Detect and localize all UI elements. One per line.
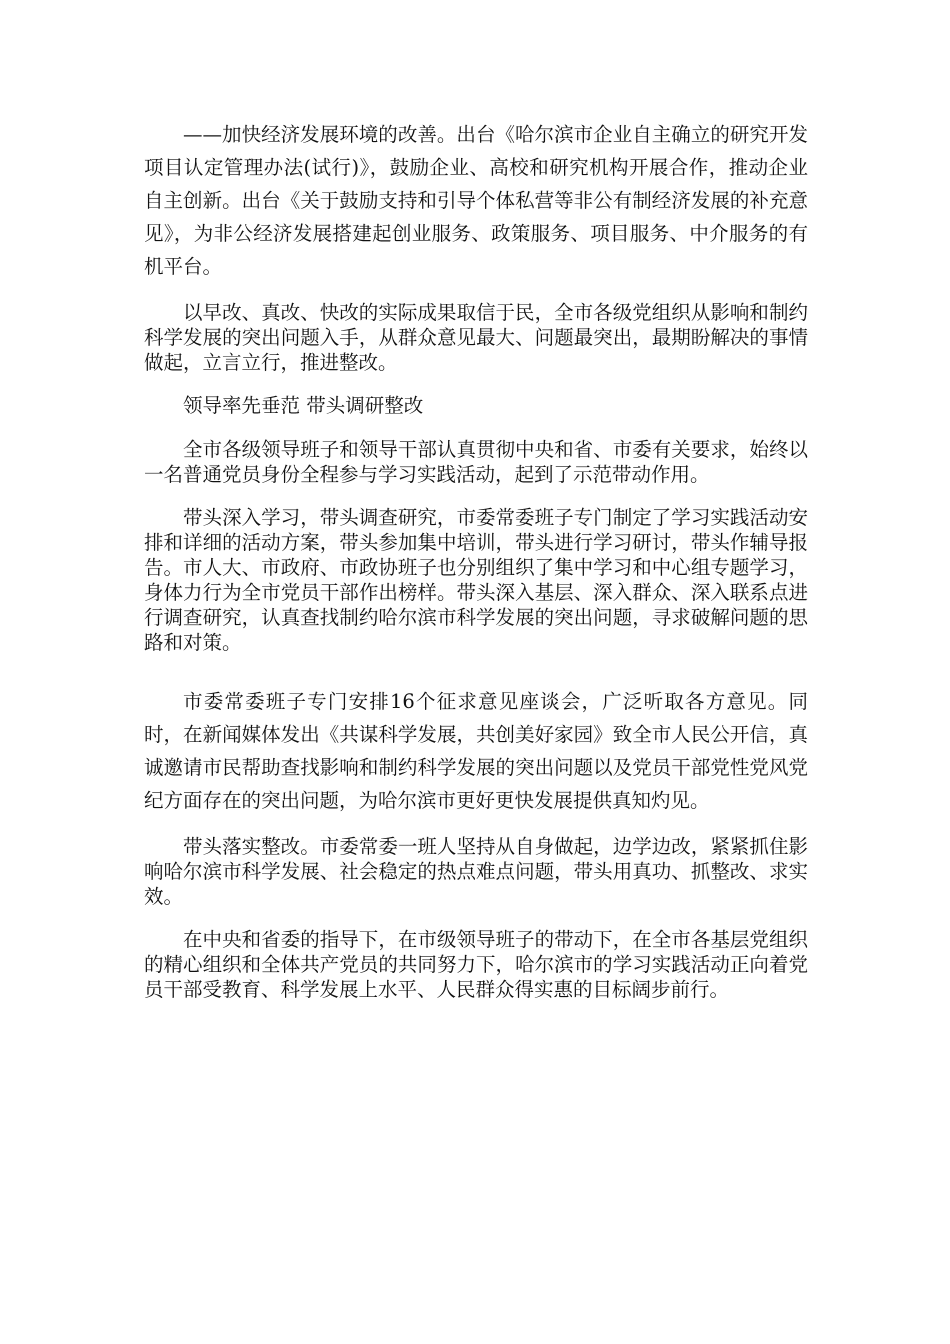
paragraph-environment: ——加快经济发展环境的改善。出台《哈尔滨市企业自主确立的研究开发项目认定管理办法(试行)》，鼓励企业、高校和研究机构开展合作，推动企业自主创新。出台《关于鼓励支持和引导个体私营等非公有制经济发展的补充意见》，为非公经济发展搭建起创业服务、政策服务、项目服务、中介服务的有机平台。	[144, 123, 808, 278]
paragraph-rectification: 以早改、真改、快改的实际成果取信于民，全市各级党组织从影响和制约科学发展的突出问题入手，从群众意见最大、问题最突出，最期盼解决的事情做起，立言立行，推进整改。	[144, 301, 808, 374]
paragraph-leaders: 全市各级领导班子和领导干部认真贯彻中央和省、市委有关要求，始终以一名普通党员身份全程参与学习实践活动，起到了示范带动作用。	[144, 438, 808, 486]
document-page	[144, 118, 808, 1002]
section-heading: 领导率先垂范 带头调研整改	[183, 394, 424, 417]
paragraph-study: 带头深入学习，带头调查研究，市委常委班子专门制定了学习实践活动安排和详细的活动方案，带头参加集中培训，带头进行学习研讨，带头作辅导报告。市人大、市政府、市政协班子也分别组织了集中学习和中心组专题学习，身体力行为全市党员干部作出榜样。带头深入基层、深入群众、深入联系点进行调查研究，认真查找制约哈尔滨市科学发展的突出问题，寻求破解问题的思路和对策。	[144, 506, 808, 654]
paragraph-symposium: 市委常委班子专门安排16个征求意见座谈会，广泛听取各方意见。同时，在新闻媒体发出《共谋科学发展，共创美好家园》致全市人民公开信，真诚邀请市民帮助查找影响和制约科学发展的突出问题以及党员干部党性党风党纪方面存在的突出问题，为哈尔滨市更好更快发展提供真知灼见。	[144, 690, 808, 812]
paragraph-conclusion: 在中央和省委的指导下，在市级领导班子的带动下，在全市各基层党组织的精心组织和全体共产党员的共同努力下，哈尔滨市的学习实践活动正向着党员干部受教育、科学发展上水平、人民群众得实惠的目标阔步前行。	[144, 928, 808, 1001]
paragraph-implementation: 带头落实整改。市委常委一班人坚持从自身做起，边学边改，紧紧抓住影响哈尔滨市科学发展、社会稳定的热点难点问题，带头用真功、抓整改、求实效。	[144, 835, 808, 908]
